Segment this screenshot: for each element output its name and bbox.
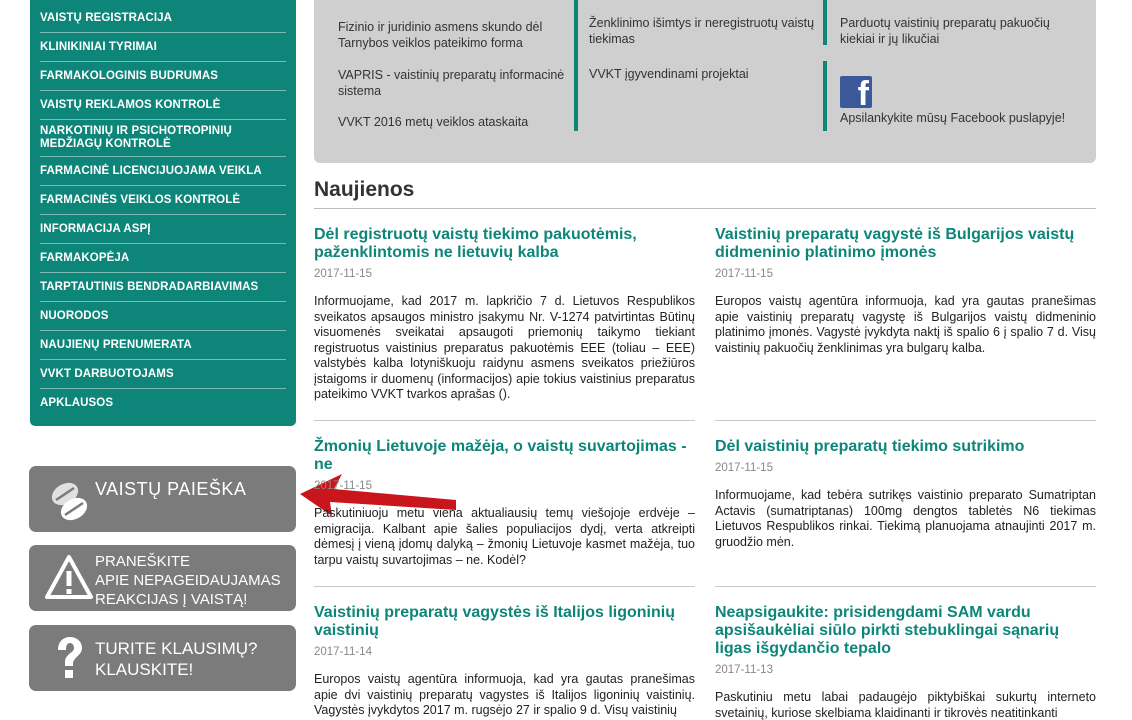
sidebar-item-label: VVKT DARBUOTOJAMS: [40, 367, 174, 380]
news-item: [314, 604, 695, 719]
facebook-icon[interactable]: f: [840, 76, 872, 108]
news-divider: [715, 586, 1096, 587]
news-excerpt: Paskutiniu metu labai padaugėjo piktybiškai sukurtų interneto svetainių, kuriose skelbiama klaidinanti ir tikrovės neatitinkanti: [715, 690, 1096, 720]
annual-report-link[interactable]: VVKT 2016 metų veiklos ataskaita: [338, 115, 529, 129]
pills-icon: [43, 473, 95, 525]
report-line-3: REAKCIJAS Į VAISTĄ!: [95, 591, 248, 608]
news-heading-divider: [314, 208, 1096, 209]
news-divider: [314, 420, 695, 421]
ask-question-label: [95, 638, 257, 680]
sidebar-item-surveys[interactable]: [40, 389, 286, 418]
news-title[interactable]: Žmonių Lietuvoje mažėja, o vaistų suvartojimas - ne: [314, 438, 687, 473]
news-excerpt: Europos vaistų agentūra informuoja, kad yra gautas pranešimas apie vaistinių preparatų vagystę iš Bulgarijos vaistų didmeninio platinimo įmonės. Vagystė įvykdyta naktį iš spalio 6 į spalio 7 d. Visų vaistinių pakuočių ženklinimas yra bulgarų kalba.: [715, 294, 1096, 355]
report-line-2: APIE NEPAGEIDAUJAMAS: [95, 572, 281, 589]
sidebar-item-label: FARMACINĖ LICENCIJUOJAMA VEIKLA: [40, 164, 262, 177]
questions-line-1: TURITE KLAUSIMŲ?: [95, 639, 258, 658]
column-divider: [823, 0, 827, 45]
news-item: [715, 438, 1096, 550]
sidebar-item-subscription[interactable]: [40, 331, 286, 360]
sidebar-item-clinical-trials[interactable]: [40, 33, 286, 62]
news-date: 2017-11-15: [715, 268, 773, 280]
complaint-form-link[interactable]: Fizinio ir juridinio asmens skundo dėl Tarnybos veiklos pateikimo forma: [338, 20, 543, 50]
news-excerpt: Informuojame, kad tebėra sutrikęs vaistinio preparato Sumatriptan Actavis (sumatriptanas) 100mg dengtos tabletės N6 tiekimas Lietuvos Respublikos rinkai. Tiekimą planuojama atnaujinti 2017 m. gruodžio mėn.: [715, 488, 1096, 549]
news-date: 2017-11-15: [314, 480, 372, 492]
sidebar-item-advertising-control[interactable]: [40, 91, 286, 120]
sidebar-item-aspi-info[interactable]: [40, 215, 286, 244]
news-title[interactable]: Dėl vaistinių preparatų tiekimo sutrikimo: [715, 438, 1025, 455]
sidebar-item-label: NARKOTINIŲ IR PSICHOTROPINIŲ MEDŽIAGŲ KONTROLĖ: [40, 125, 232, 150]
news-title[interactable]: Neapsigaukite: prisidengdami SAM vardu apsišaukėliai siūlo pirkti stebuklingai sąnarių ligas išgydančio tepalo: [715, 604, 1060, 657]
questions-line-2: KLAUSKITE!: [95, 660, 194, 679]
news-item: [715, 604, 1096, 720]
quick-links-panel: [314, 0, 1096, 163]
sidebar-item-label: APKLAUSOS: [40, 397, 114, 409]
ask-question-button[interactable]: [29, 625, 296, 691]
news-date: 2017-11-14: [314, 646, 372, 658]
sidebar-item-label: TARPTAUTINIS BENDRADARBIAVIMAS: [40, 280, 259, 293]
sidebar-item-registration[interactable]: [40, 4, 286, 33]
sidebar-item-narcotics-control[interactable]: [40, 120, 286, 157]
sidebar-item-label: INFORMACIJA ASPĮ: [40, 222, 151, 235]
facebook-link[interactable]: Apsilankykite mūsų Facebook puslapyje!: [840, 111, 1066, 125]
sidebar-item-links[interactable]: [40, 302, 286, 331]
sidebar-item-label: FARMAKOPĖJA: [40, 251, 130, 264]
sidebar-item-pharmacovigilance[interactable]: [40, 62, 286, 91]
news-heading: Naujienos: [314, 178, 415, 201]
sidebar-item-pharmacopoeia[interactable]: [40, 244, 286, 273]
warning-icon: [43, 552, 95, 604]
sidebar-menu: [30, 0, 296, 426]
sidebar-item-pharmacy-control[interactable]: [40, 186, 286, 215]
news-title[interactable]: Dėl registruotų vaistų tiekimo pakuotėmis, paženklintomis ne lietuvių kalba: [314, 226, 637, 261]
sidebar-item-licensed-activity[interactable]: [40, 157, 286, 186]
sidebar-item-label: VAISTŲ REKLAMOS KONTROLĖ: [40, 98, 221, 111]
sidebar-item-label: NAUJIENŲ PRENUMERATA: [40, 338, 192, 351]
drug-search-label: VAISTŲ PAIEŠKA: [95, 479, 247, 499]
sidebar-item-label: NUORODOS: [40, 309, 109, 322]
report-line-1: PRANEŠKITE: [95, 553, 191, 570]
news-excerpt: Paskutiniuoju metu viena aktualiausių temų viešojoje erdvėje – emigracija. Kalbant apie šalies populiacijos dydį, verta atkreipti dėmesį į vieną įdomų dalyką – žmonių Lietuvoje kasmet mažėja, tuo tarpu vaistų suvartojimas – ne. Kodėl?: [314, 506, 695, 567]
question-icon: [43, 632, 95, 684]
projects-link[interactable]: VVKT įgyvendinami projektai: [589, 67, 749, 81]
sidebar-item-international[interactable]: [40, 273, 286, 302]
sidebar-item-label: FARMAKOLOGINIS BUDRUMAS: [40, 69, 218, 82]
news-divider: [314, 586, 695, 587]
news-date: 2017-11-15: [314, 268, 372, 280]
news-title[interactable]: Vaistinių preparatų vagystė iš Bulgarijos vaistų didmeninio platinimo įmonės: [715, 226, 1075, 261]
sold-packages-link[interactable]: Parduotų vaistinių preparatų pakuočių kiekiai ir jų likučiai: [840, 16, 1050, 46]
column-divider: [823, 61, 827, 131]
news-excerpt: Europos vaistų agentūra informuoja, kad yra gautas pranešimas apie dvi vaistinių preparatų vagystes iš Italijos ligoninių vaistinių. Vagystės įvykdytos 2017 m. rugsėjo 27 ir spalio 9 d. Visų vaistinių: [314, 672, 695, 717]
drug-search-button[interactable]: [29, 466, 296, 532]
news-item: [715, 226, 1096, 356]
news-date: 2017-11-13: [715, 664, 773, 676]
vapris-link[interactable]: VAPRIS - vaistinių preparatų informacinė sistema: [338, 68, 565, 98]
news-item: [314, 226, 695, 403]
sidebar-item-staff[interactable]: [40, 360, 286, 389]
sidebar-item-label: VAISTŲ REGISTRACIJA: [40, 11, 173, 24]
column-divider: [574, 0, 578, 131]
sidebar-item-label: KLINIKINIAI TYRIMAI: [40, 40, 157, 53]
report-reaction-label: [95, 552, 281, 609]
sidebar-item-label: FARMACINĖS VEIKLOS KONTROLĖ: [40, 193, 241, 206]
news-item: [314, 438, 695, 568]
news-title[interactable]: Vaistinių preparatų vagystės iš Italijos ligoninių vaistinių: [314, 604, 675, 639]
news-date: 2017-11-15: [715, 462, 773, 474]
news-excerpt: Informuojame, kad 2017 m. lapkričio 7 d. Lietuvos Respublikos sveikatos apsaugos ministro įsakymu Nr. V-1274 patvirtintas Būtinų visuomenės sveikatai apsaugoti priemonių taikymo tiekiant registruotus vaistinius preparatus pakuotėmis EEE (toliau – EEE) valstybės kalba lotyniškuoju raidynu asmens sveikatos priežiūros įstaigoms ir duomenų (informacijos) apie tokius vaistinius preparatus pateikimo VVKT tvarkos aprašas ().: [314, 294, 695, 401]
news-divider: [715, 420, 1096, 421]
report-reaction-button[interactable]: [29, 545, 296, 611]
labeling-exceptions-link[interactable]: Ženklinimo išimtys ir neregistruotų vaistų tiekimas: [589, 16, 815, 46]
